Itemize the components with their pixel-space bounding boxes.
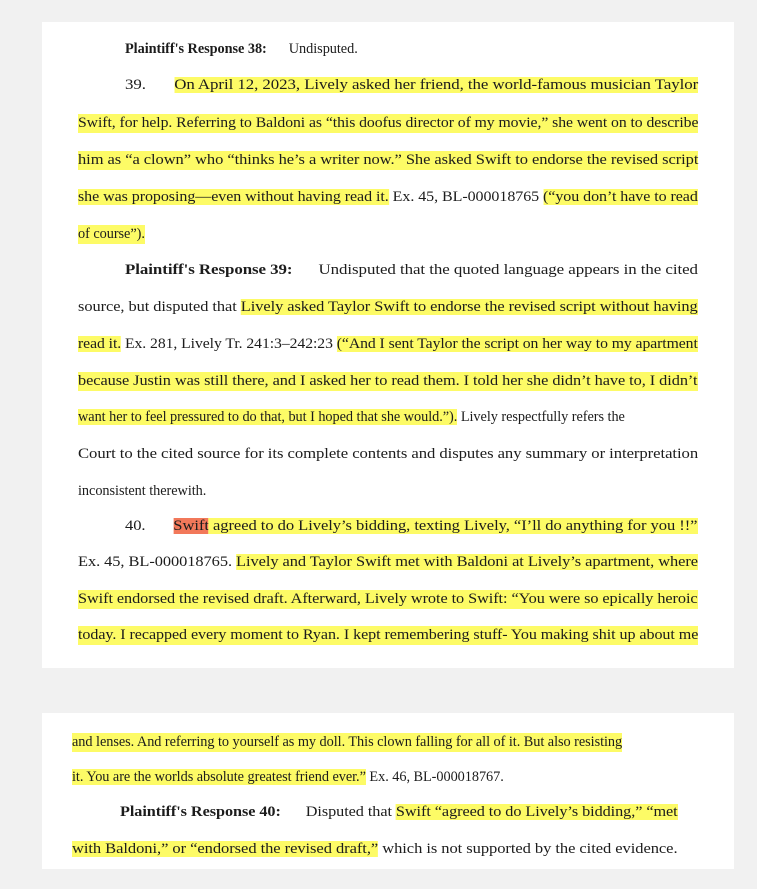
response-39-line-5: want her to feel pressured to do that, but I hoped that she would.”). Lively respectfully refers the: [78, 409, 625, 425]
response-39-line-6: Court to the cited source for its complete contents and disputes any summary or interpretation: [78, 446, 699, 462]
para-40-line-1: 40. Swift agreed to do Lively’s bidding, texting Lively, “I’ll do anything for you !!”: [125, 518, 698, 534]
para-39-line-2: Swift, for help. Referring to Baldoni as “this doofus director of my movie,” she went on to describe: [78, 115, 699, 131]
response-40-line-1: Plaintiff's Response 40: Disputed that Swift “agreed to do Lively’s bidding,” “met: [120, 804, 678, 820]
response-39-line-2: source, but disputed that Lively asked Taylor Swift to endorse the revised script without having: [78, 299, 698, 315]
response-40-label: Plaintiff's Response 40:: [120, 804, 281, 820]
swift-highlight: Swift: [173, 518, 209, 534]
para-40-line-4: today. I recapped every moment to Ryan. I kept remembering stuff- You making shit up about me: [78, 627, 699, 643]
para-40-line-5: and lenses. And referring to yourself as my doll. This clown falling for all of it. But also resisting: [72, 734, 623, 750]
response-38-label: Plaintiff's Response 38:: [125, 41, 267, 57]
response-38-text: Undisputed.: [288, 41, 358, 57]
para-40-number: 40.: [125, 518, 146, 534]
para-39-line-3: him as “a clown” who “thinks he’s a writer now.” She asked Swift to endorse the revised script: [78, 152, 699, 168]
response-39-line-4: because Justin was still there, and I asked her to read them. I told her she didn’t have to, I didn’t: [78, 373, 698, 389]
para-39-line-5: of course”).: [78, 226, 145, 242]
para-40-line-3: Swift endorsed the revised draft. Afterward, Lively wrote to Swift: “You were so epically heroic: [78, 591, 698, 607]
response-38-line: [125, 40, 358, 59]
para-39-line-1: 39. On April 12, 2023, Lively asked her friend, the world-famous musician Taylor: [125, 77, 699, 93]
response-39-line-7: inconsistent therewith.: [78, 483, 207, 499]
response-40-line-2: with Baldoni,” or “endorsed the revised draft,” which is not supported by the cited evidence.: [72, 841, 678, 857]
para-40-line-2: Ex. 45, BL-000018765. Lively and Taylor Swift met with Baldoni at Lively’s apartment, where: [78, 554, 698, 570]
response-39-line-1: Plaintiff's Response 39: Undisputed that the quoted language appears in the cited: [125, 262, 698, 278]
para-40-line-6: it. You are the worlds absolute greatest friend ever.” Ex. 46, BL-000018767.: [72, 769, 504, 785]
response-39-label: Plaintiff's Response 39:: [125, 262, 293, 278]
para-39-number: 39.: [125, 77, 146, 93]
response-39-line-3: read it. Ex. 281, Lively Tr. 241:3–242:23 (“And I sent Taylor the script on her way to my apartment: [78, 336, 698, 352]
para-39-line-4: she was proposing—even without having read it. Ex. 45, BL-000018765 (“you don’t have to read: [78, 189, 698, 205]
